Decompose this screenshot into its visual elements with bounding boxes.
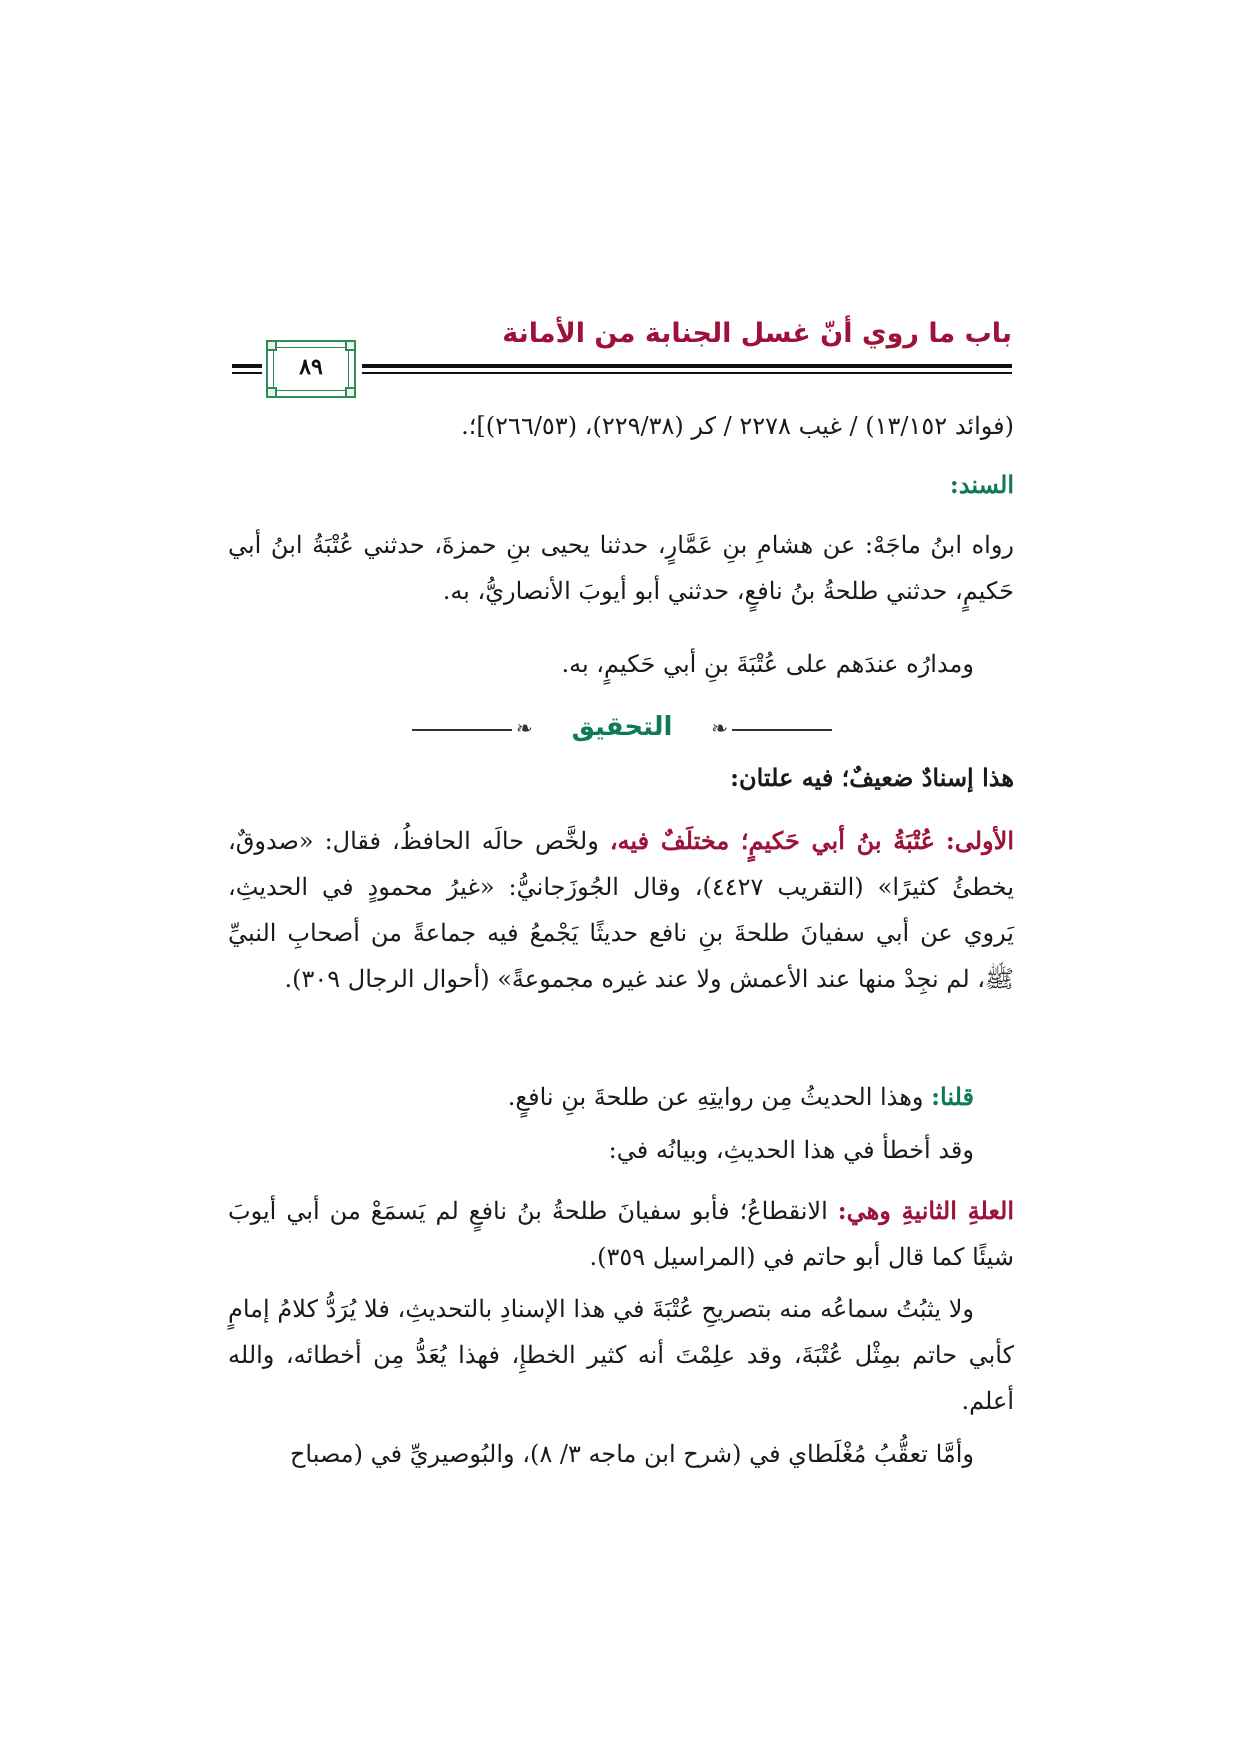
verdict-line: هذا إسنادٌ ضعيفٌ؛ فيه علتان: bbox=[730, 763, 1014, 792]
sanad-madar-line: ومدارُه عندَهم على عُتْبَةَ بنِ أبي حَكيمٍ، به. bbox=[561, 650, 974, 678]
header-rule-right bbox=[362, 364, 1012, 374]
illa-one-label: الأولى: bbox=[945, 826, 1014, 855]
sama-paragraph: ولا يثبُتُ سماعُه منه بتصريحِ عُتْبَةَ في هذا الإسنادِ بالتحديثِ، فلا يُرَدُّ كلامُ إمامٍ كأبي حاتم بمِثْل عُتْبَةَ، وقد علِمْتَ أنه كثير الخطإِ، فهذا يُعَدُّ مِن أخطائه، والله أعلم. bbox=[228, 1295, 1015, 1415]
page-number-frame bbox=[266, 340, 356, 398]
frame-corner-ornament bbox=[266, 340, 277, 351]
page-header bbox=[232, 300, 1012, 390]
qulna-text: وهذا الحديثُ مِن روايتِهِ عن طلحةَ بنِ نافعٍ. bbox=[507, 1083, 924, 1111]
sanad-paragraph: رواه ابنُ ماجَهْ: عن هشامِ بنِ عَمَّارٍ، حدثنا يحيى بنِ حمزةَ، حدثني عُتْبَةُ ابنُ أبي حَكيمٍ، حدثني طلحةُ بنُ نافعٍ، حدثني أبو أيوبَ الأنصاريُّ، به. bbox=[228, 531, 1014, 605]
ornament-icon: ❧ bbox=[516, 716, 533, 740]
header-rule-left bbox=[232, 364, 262, 374]
page-number: ٨٩ bbox=[299, 354, 323, 380]
illa-two-paragraph bbox=[228, 1188, 1014, 1280]
frame-corner-ornament bbox=[345, 387, 356, 398]
chapter-title: باب ما روي أنّ غسل الجنابة من الأمانة bbox=[502, 318, 1012, 349]
illa-two-label: العلةِ الثانيةِ وهي: bbox=[837, 1196, 1015, 1225]
frame-corner-ornament bbox=[345, 340, 356, 351]
divider-bar-right bbox=[732, 729, 832, 731]
illa-two-text: الانقطاعُ؛ فأبو سفيانَ طلحةُ بنُ نافعٍ لم يَسمَعْ من أبي أيوبَ شيئًا كما قال أبو حاتم في (المراسيل ٣٥٩). bbox=[228, 1197, 1014, 1271]
mistake-line: وقد أخطأ في هذا الحديثِ، وبيانُه في: bbox=[608, 1136, 974, 1164]
ornament-icon: ❧ bbox=[711, 716, 728, 740]
qulna-label: قلنا: bbox=[931, 1082, 974, 1111]
illa-one-paragraph bbox=[228, 818, 1014, 1002]
citation-line: (فوائد ١٣/١٥٢) / غيب ٢٢٧٨ / كر (٢٢٩/٣٨)، (٢٦٦/٥٣)]؛. bbox=[461, 412, 1014, 440]
tahqiq-heading: التحقيق bbox=[571, 712, 673, 742]
frame-corner-ornament bbox=[266, 387, 277, 398]
last-line: وأمَّا تعقُّبُ مُغْلَطاي في (شرح ابن ماجه ٣/ ٨)، والبُوصيريِّ في (مصباح bbox=[289, 1440, 974, 1468]
illa-one-narrator: عُتْبَةُ بنُ أبي حَكيمٍ؛ مختلَفٌ فيه، bbox=[609, 826, 935, 855]
illa-one-text: ولخَّص حالَه الحافظُ، فقال: «صدوقٌ، يخطئُ كثيرًا» (التقريب ٤٤٢٧)، وقال الجُوزَجانيُّ: «غيرُ محمودٍ في الحديثِ، يَروي عن أبي سفيانَ طلحةَ بنِ نافع حديثًا يَجْمعُ فيه جماعةً من أصحابِ النبيِّ ﷺ، لم نجِدْ منها عند الأعمش ولا عند غيره مجموعةً» (أحوال الرجال ٣٠٩). bbox=[228, 827, 1015, 993]
tahqiq-divider bbox=[412, 710, 832, 750]
sanad-heading: السند: bbox=[949, 470, 1014, 499]
qulna-line bbox=[228, 1082, 1014, 1111]
